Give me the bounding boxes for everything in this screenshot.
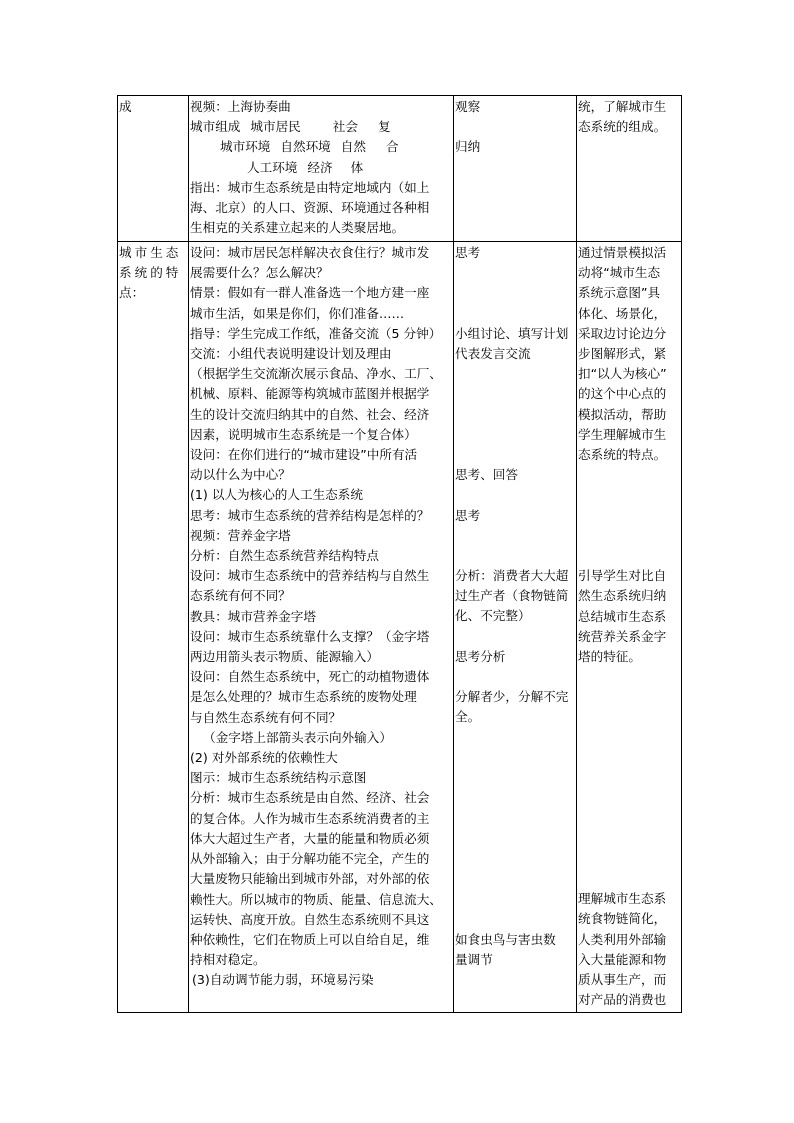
matrix-term: 城市居民 [250, 119, 301, 135]
line-gap [578, 809, 680, 829]
line-gap [455, 384, 575, 404]
content-line: 教具：城市营养金字塔 [190, 608, 316, 624]
intent-line: 的这个中心点的 [578, 386, 667, 402]
content-line: 设问：在你们进行的“城市建设”中所有活 [190, 447, 418, 463]
intent-line: 步图解形式，紧 [578, 346, 667, 362]
content-line: 设问：城市生态系统中的营养结构与自然生 [190, 568, 430, 584]
intent-line: 通过情景模拟活 [578, 245, 667, 260]
line-gap [455, 364, 575, 384]
matrix-term: 复 [377, 119, 391, 135]
line-gap [455, 526, 575, 546]
intent-line: 统，了解城市生 [578, 99, 667, 114]
intent-line: 体化、场景化， [578, 305, 667, 321]
line-gap [455, 808, 575, 828]
line-gap [455, 405, 575, 425]
content-line: 因素，说明城市生态系统是一个复合体） [190, 426, 417, 442]
content-line: 体大大超过生产者，大量的能量和物质必须 [190, 830, 430, 846]
stage-label: 成 [119, 99, 132, 114]
line-gap [455, 849, 575, 869]
content-line: 指出：城市生态系统是由特定地域内（如上 [190, 179, 430, 195]
intent-line: 统食物链简化， [578, 911, 667, 927]
line-gap [578, 465, 680, 485]
content-line: 与自然生态系统有何不同？ [190, 709, 342, 725]
activity-line: 思考 [455, 245, 481, 260]
intent-line: 态系统的组成。 [578, 119, 667, 135]
intent-line: 然生态系统归纳 [578, 588, 667, 604]
line-gap [455, 667, 575, 687]
content-line: 交流：小组代表说明建设计划及理由 [190, 346, 392, 362]
content-line: 设问：城市生态系统靠什么支撑？（金字塔 [190, 628, 430, 644]
content-line: 是怎么处理的？城市生态系统的废物处理 [190, 689, 417, 705]
content-line: （根据学生交流渐次展示食品、净水、工厂、 [190, 366, 442, 382]
line-gap [578, 788, 680, 808]
line-gap [578, 506, 680, 526]
line-gap [578, 526, 680, 546]
content-line: 种依赖性，它们在物质上可以自给自足，维 [190, 931, 430, 947]
line-gap [578, 748, 680, 768]
intent-line: 总结城市生态系 [578, 608, 667, 624]
content-line: 生的设计交流归纳其中的自然、社会、经济 [190, 406, 430, 422]
stage-label-line: 点： [119, 285, 145, 301]
activity-line: 归纳 [455, 139, 481, 155]
line-gap [578, 546, 680, 566]
matrix-term: 合 [385, 139, 399, 155]
line-gap [455, 304, 575, 324]
content-line: (2) 对外部系统的依赖性大 [190, 750, 338, 766]
content-line: (3)自动调节能力弱，环境易污染 [192, 972, 374, 988]
content-line: 两边用箭头表示物质、能源输入） [190, 649, 379, 665]
lesson-plan-table [117, 95, 682, 1013]
line-gap [578, 849, 680, 869]
line-gap [455, 748, 575, 768]
stage-label-line: 系统的特 [119, 265, 182, 281]
intent-line: 态系统的特点。 [578, 447, 667, 463]
intent-line: 扣“以人为核心” [578, 366, 667, 382]
stage-cell [118, 96, 189, 242]
intent-line: 学生理解城市生 [578, 426, 667, 442]
line-gap [455, 485, 575, 505]
line-gap [578, 708, 680, 728]
stage-cell [118, 242, 189, 1013]
line-gap [455, 445, 575, 465]
activity-line: 观察 [455, 99, 481, 114]
activity-line: 思考、回答 [455, 467, 518, 483]
content-line: 运转快、高度开放。自然生态系统则不具这 [190, 911, 430, 927]
intent-line: 统营养关系金字 [578, 628, 667, 644]
content-line: 大量废物只能输出到城市外部，对外部的依 [190, 871, 430, 887]
content-line: 城市生活，如果是你们，你们准备…… [190, 305, 405, 321]
line-gap [455, 283, 575, 303]
content-line: 图示：城市生态系统结构示意图 [190, 770, 367, 786]
intent-line: 采取边讨论边分 [578, 325, 667, 341]
line-gap [578, 687, 680, 707]
content-line: 机械、原料、能源等构筑城市蓝图并根据学 [190, 386, 430, 402]
content-line: (1) 以人为核心的人工生态系统 [190, 487, 363, 503]
content-line: 展需要什么？怎么解决？ [190, 265, 329, 281]
line-gap [455, 728, 575, 748]
matrix-term: 体 [350, 159, 364, 175]
activity-line: 思考 [455, 507, 481, 523]
line-gap [455, 117, 575, 137]
line-gap [455, 889, 575, 909]
intent-line: 理解城市生态系 [578, 891, 667, 907]
design-intent-cell [577, 242, 682, 1013]
intent-line: 塔的特征。 [578, 648, 641, 664]
content-line: 指导：学生完成工作纸，准备交流（5 分钟） [190, 325, 442, 341]
content-line: 赖性大。所以城市的物质、能量、信息流大、 [190, 891, 442, 907]
student-activity-cell [454, 242, 577, 1013]
content-line: 态系统有何不同？ [190, 588, 291, 604]
content-line: 动以什么为中心？ [190, 467, 291, 483]
teaching-content-cell [189, 242, 454, 1013]
composition-matrix-row-1 [190, 117, 452, 137]
teaching-content-cell [189, 96, 454, 242]
content-line: （金字塔上部箭头表示向外输入） [203, 729, 392, 745]
intent-line: 动将“城市生态 [578, 265, 661, 281]
table-row-composition [118, 96, 682, 242]
matrix-term: 人工环境 [247, 159, 298, 175]
line-gap [455, 546, 575, 566]
activity-line: 全。 [455, 709, 481, 725]
intent-line: 系统示意图”具 [578, 285, 661, 301]
line-gap [578, 869, 680, 889]
intent-line: 入大量能源和物 [578, 951, 667, 967]
matrix-term: 城市组成 [190, 119, 241, 135]
intent-line: 对产品的消费也 [578, 992, 667, 1008]
activity-line: 量调节 [455, 951, 493, 967]
video-line: 视频：上海协奏曲 [190, 99, 291, 114]
line-gap [455, 788, 575, 808]
line-gap [455, 768, 575, 788]
table-row-characteristics [118, 242, 682, 1013]
matrix-term: 城市环境 [220, 139, 271, 155]
intent-line: 质从事生产，而 [578, 972, 667, 988]
activity-line: 代表发言交流 [455, 345, 531, 361]
content-line: 海、北京）的人口、资源、环境通过各种相 [190, 200, 430, 216]
line-gap [578, 768, 680, 788]
content-line: 持相对稳定。 [190, 952, 266, 968]
line-gap [455, 829, 575, 849]
student-activity-cell [454, 96, 577, 242]
intent-line: 模拟活动，帮助 [578, 406, 667, 422]
line-gap [578, 485, 680, 505]
activity-line: 如食虫鸟与害虫数 [455, 931, 556, 947]
matrix-term: 自然环境 [280, 139, 331, 155]
activity-line: 化、不完整） [455, 608, 531, 624]
content-line: 生相克的关系建立起来的人类聚居地。 [190, 220, 405, 236]
line-gap [455, 627, 575, 647]
content-line: 从外部输入；由于分解功能不完全，产生的 [190, 851, 430, 867]
matrix-term: 经济 [307, 159, 333, 175]
composition-matrix-row-2 [190, 137, 452, 157]
content-line: 思考：城市生态系统的营养结构是怎样的？ [190, 507, 430, 523]
line-gap [455, 425, 575, 445]
line-gap [578, 667, 680, 687]
composition-matrix-row-3 [190, 158, 452, 178]
activity-line: 分解者少，分解不完 [455, 689, 569, 705]
content-line: 分析：自然生态系统营养结构特点 [190, 548, 379, 564]
content-line: 分析：城市生态系统是由自然、经济、社会 [190, 790, 430, 806]
activity-line: 分析：消费者大大超 [455, 568, 569, 584]
content-line: 的复合体。人作为城市生态系统消费者的主 [190, 810, 430, 826]
matrix-term: 自然 [340, 139, 366, 155]
activity-line: 小组讨论、填写计划 [455, 325, 569, 341]
intent-line: 引导学生对比自 [578, 568, 667, 584]
content-line: 设问：自然生态系统中，死亡的动植物遗体 [190, 669, 430, 685]
line-gap [578, 829, 680, 849]
line-gap [455, 909, 575, 929]
line-gap [578, 728, 680, 748]
activity-line: 过生产者（食物链简 [455, 588, 569, 604]
line-gap [455, 869, 575, 889]
content-line: 情景：假如有一群人准备选一个地方建一座 [190, 285, 430, 301]
line-gap [455, 263, 575, 283]
matrix-term: 社会 [332, 119, 358, 135]
design-intent-cell [577, 96, 682, 242]
activity-line: 思考分析 [455, 648, 506, 664]
intent-line: 人类利用外部输 [578, 931, 667, 947]
content-line: 视频：营养金字塔 [190, 527, 291, 543]
stage-label-line: 城市生态 [119, 245, 182, 260]
content-line: 设问：城市居民怎样解决衣食住行？城市发 [190, 245, 430, 260]
